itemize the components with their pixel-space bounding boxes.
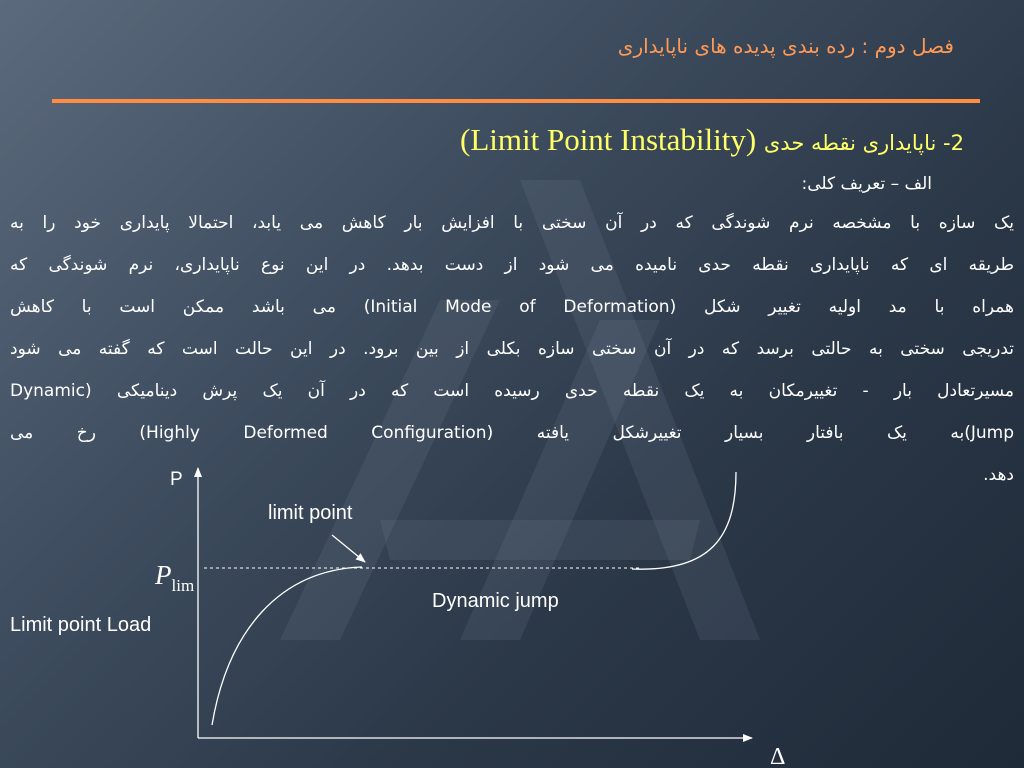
x-axis-label: Δ — [770, 744, 786, 768]
body-line: یک سازه با مشخصه نرم شوندگی که در آن سختی با افزایش بار کاهش می یابد، احتمالا پایداری خود را به — [10, 213, 1014, 233]
dynamic-jump-label: Dynamic jump — [432, 590, 559, 612]
section-heading-fa: 2- ناپایداری نقطه حدی — [763, 131, 964, 155]
body-line: دهد. — [983, 465, 1014, 485]
body-line: همراه با مد اولیه تغییر شکل (Initial Mode of Deformation) می باشد ممکن است با کاهش — [10, 297, 1015, 317]
y-axis-label: P — [170, 469, 183, 490]
sub-heading: الف – تعریف کلی: — [801, 174, 932, 194]
equilibrium-curve-post-jump — [632, 472, 736, 569]
limit-point-arrow — [332, 535, 365, 562]
p-lim-main: P — [155, 560, 172, 590]
equilibrium-curve-ascending — [212, 567, 362, 725]
section-heading-en: (Limit Point Instability) — [459, 122, 757, 157]
body-line: Jump)به یک بافتار بسیار تغییرشکل یافته (Highly Deformed Configuration) رخ می — [10, 423, 1014, 443]
limit-point-label: limit point — [268, 502, 353, 524]
body-line: مسیرتعادل بار - تغییرمکان به یک نقطه حدی رسیده است که در آن یک پرش دینامیکی (Dynamic — [10, 381, 1014, 401]
limit-load-label: Limit point Load — [10, 614, 152, 636]
chapter-title: فصل دوم : رده بندی پدیده های ناپایداری — [617, 34, 954, 58]
p-lim-label — [154, 560, 194, 595]
body-line: طریقه ای که ناپایداری نقطه حدی نامیده می شود از دست بدهد. در این نوع ناپایداری، نرم شوندگی که — [10, 255, 1014, 275]
body-line: تدریجی سختی به حالتی برسد که در آن سختی سازه بکلی از بین برود. در این حالت است که گفته می شود — [10, 339, 1014, 359]
p-lim-subscript: lim — [171, 576, 195, 595]
